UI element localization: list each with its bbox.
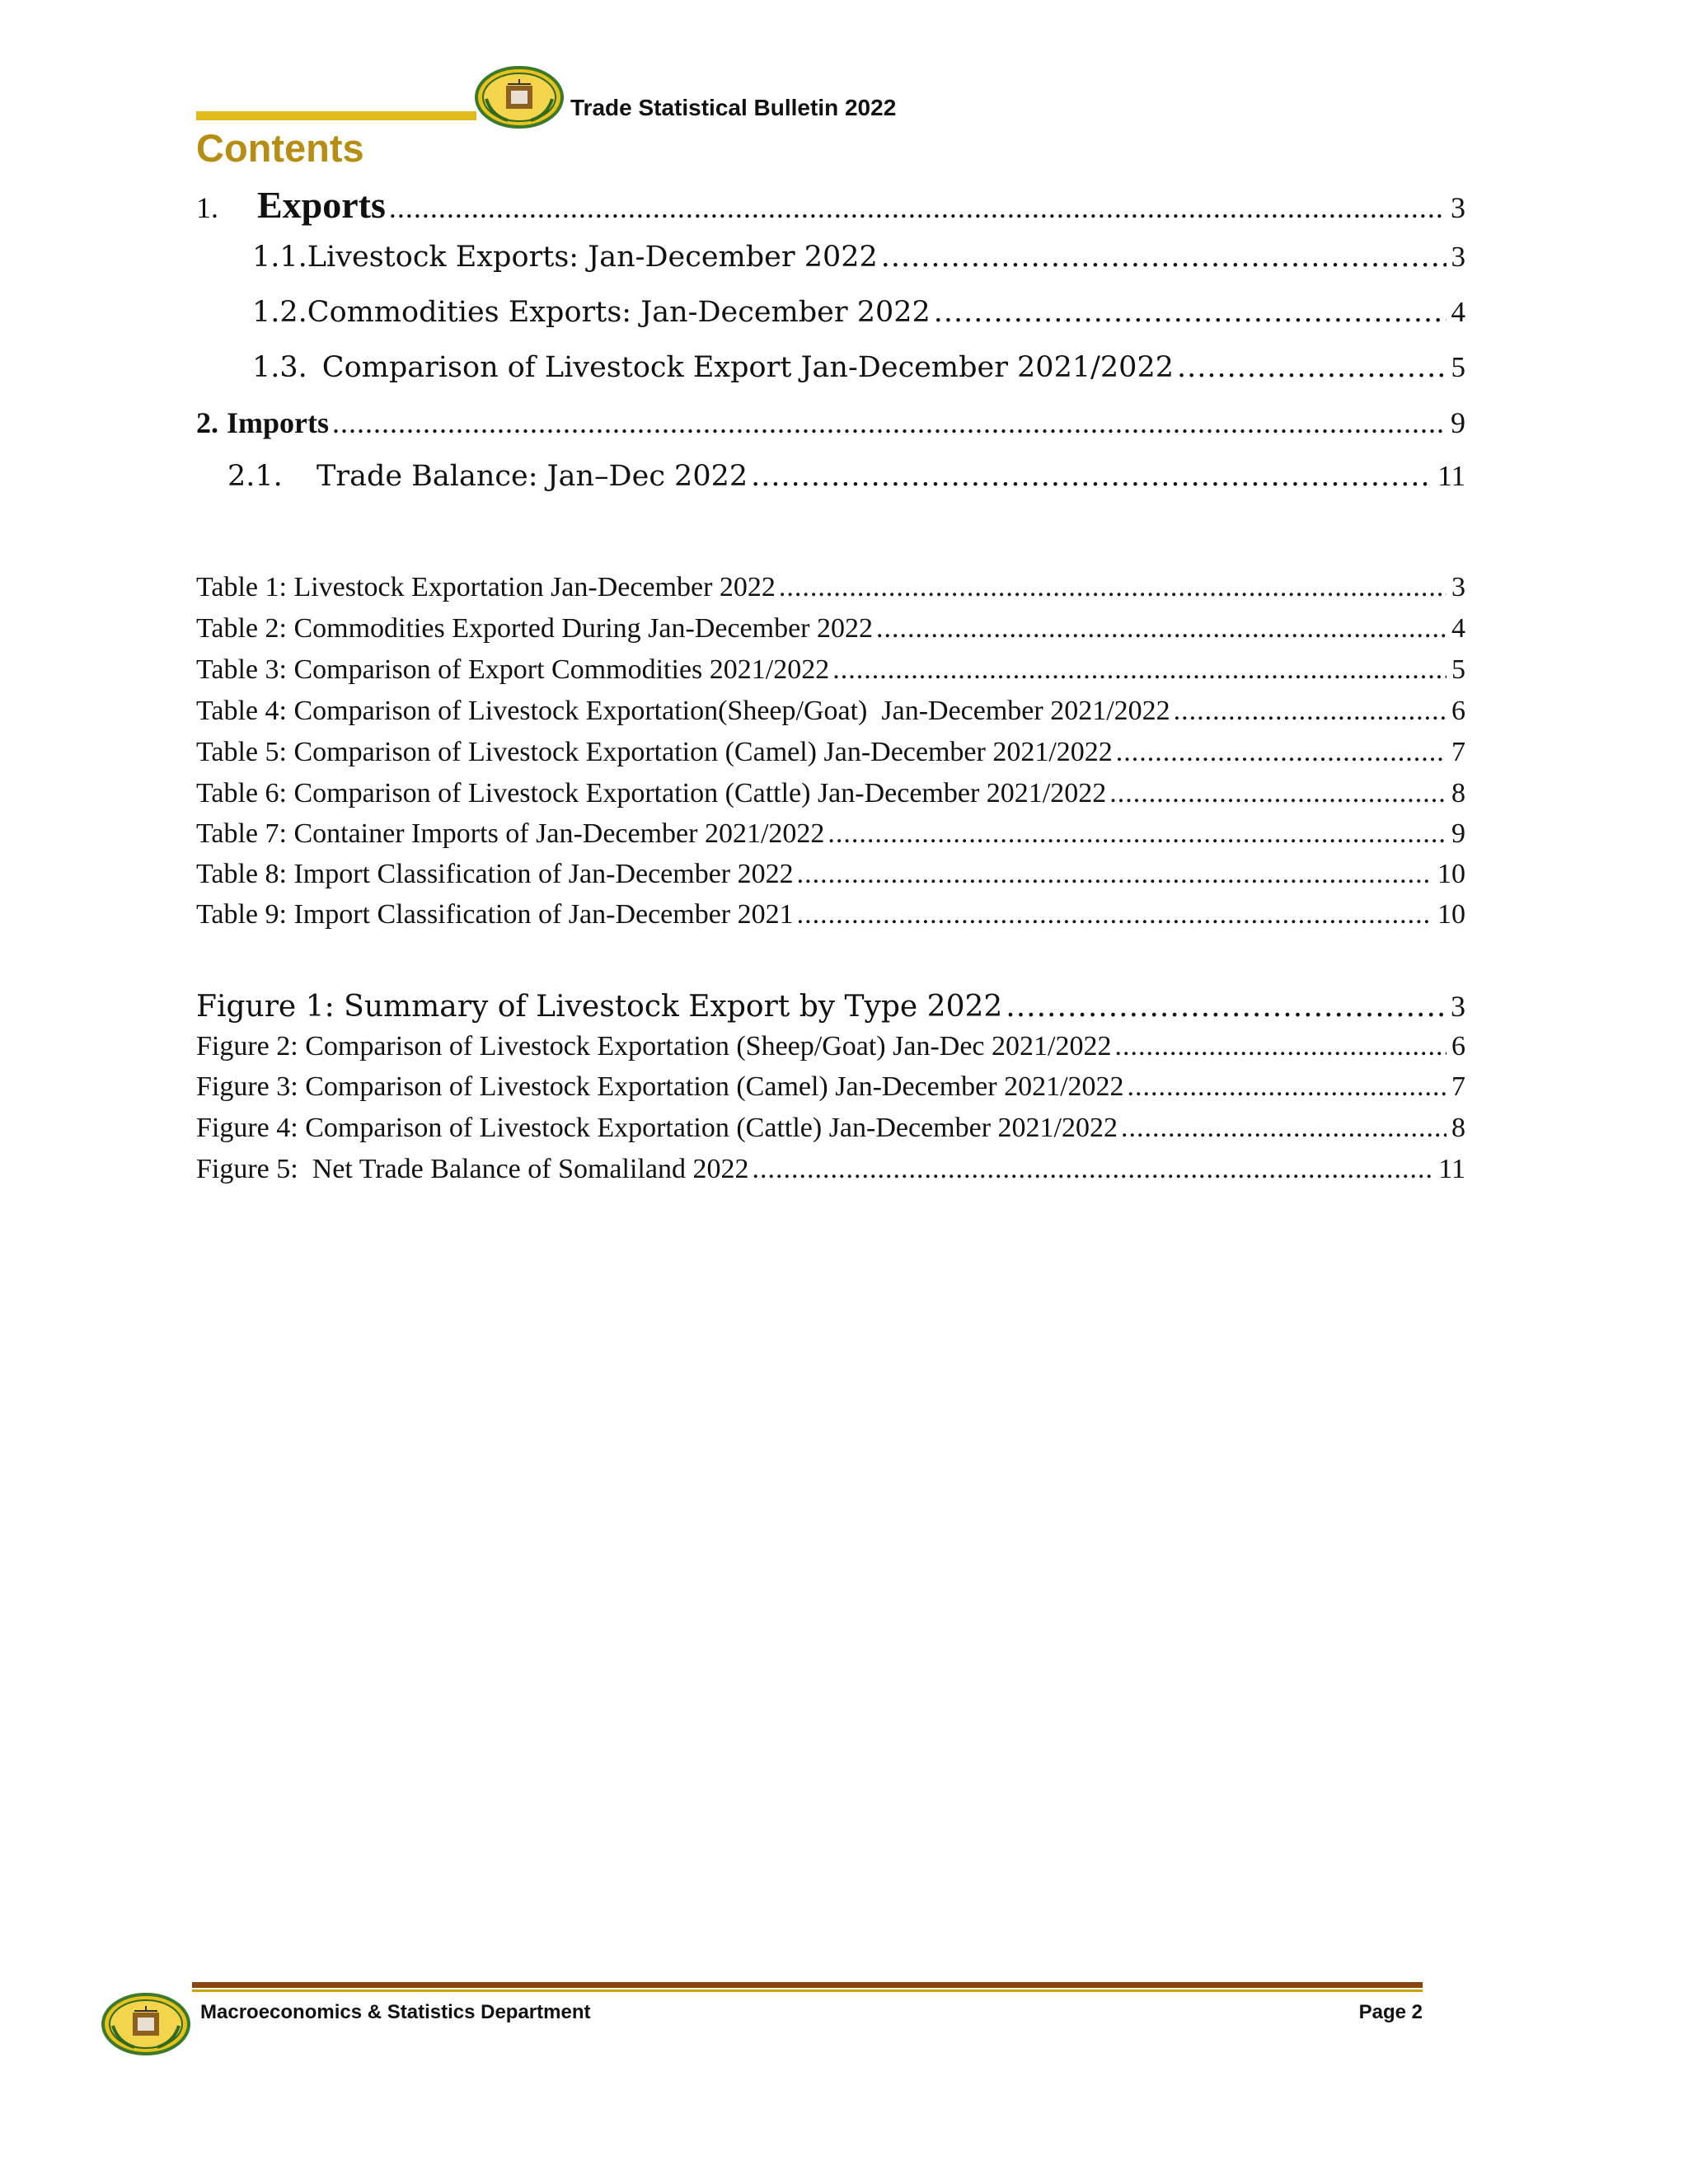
leader-dots xyxy=(828,818,1447,850)
table-label: Table 4: Comparison of Livestock Exportation(Sheep/Goat) Jan-December 2021/2022 xyxy=(196,696,1170,726)
toc-number: 2. xyxy=(196,406,218,439)
table-page: 6 xyxy=(1451,696,1465,726)
figure-label: Figure 2: Comparison of Livestock Exportation (Sheep/Goat) Jan-Dec 2021/2022 xyxy=(196,1031,1112,1062)
toc-number: 1.3. xyxy=(252,351,307,384)
figure-entry[interactable] xyxy=(196,1071,1465,1103)
toc-entry-livestock-comparison[interactable] xyxy=(252,351,1465,384)
toc-entry-commodities-exports[interactable] xyxy=(252,296,1465,329)
table-page: 5 xyxy=(1451,654,1465,685)
toc-page: 4 xyxy=(1451,296,1465,328)
table-label: Table 3: Comparison of Export Commodities 2021/2022 xyxy=(196,654,830,685)
leader-dots xyxy=(1128,1071,1447,1103)
table-entry[interactable] xyxy=(196,613,1465,644)
footer-department: Macroeconomics & Statistics Department xyxy=(200,2001,591,2023)
leader-dots xyxy=(1109,778,1447,809)
toc-label: Exports xyxy=(257,184,386,226)
leader-dots xyxy=(751,460,1432,493)
toc-page: 3 xyxy=(1451,191,1465,224)
table-page: 3 xyxy=(1451,572,1465,602)
toc-page: 11 xyxy=(1437,460,1465,492)
coat-of-arms-icon xyxy=(475,66,564,129)
table-page: 7 xyxy=(1451,737,1465,767)
coat-of-arms-icon xyxy=(101,1993,190,2055)
table-label: Table 7: Container Imports of Jan-December 2021/2022 xyxy=(196,818,825,849)
table-label: Table 1: Livestock Exportation Jan-December 2022 xyxy=(196,572,776,602)
leader-dots xyxy=(389,190,1446,225)
leader-dots xyxy=(797,899,1432,930)
table-label: Table 6: Comparison of Livestock Exportation (Cattle) Jan-December 2021/2022 xyxy=(196,778,1107,808)
leader-dots xyxy=(1177,351,1447,384)
table-entry[interactable] xyxy=(196,572,1465,603)
figure-entry[interactable] xyxy=(196,1154,1465,1185)
leader-dots xyxy=(752,1154,1433,1185)
toc-page: 9 xyxy=(1451,406,1465,439)
leader-dots xyxy=(1006,990,1446,1024)
table-label: Table 9: Import Classification of Jan-December 2021 xyxy=(196,899,794,930)
contents-heading: Contents xyxy=(196,126,364,170)
figure-page: 3 xyxy=(1451,990,1465,1023)
toc-number: 1.2. xyxy=(252,296,307,329)
table-page: 9 xyxy=(1451,818,1465,849)
figure-page: 8 xyxy=(1451,1113,1465,1143)
table-label: Table 5: Comparison of Livestock Exportation (Camel) Jan-December 2021/2022 xyxy=(196,737,1113,767)
table-page: 4 xyxy=(1451,613,1465,644)
figure-page: 11 xyxy=(1438,1154,1465,1184)
leader-dots xyxy=(797,859,1432,890)
leader-dots xyxy=(332,405,1446,440)
toc-label: Comparison of Livestock Export Jan-December 2021/2022 xyxy=(321,351,1174,384)
table-page: 10 xyxy=(1437,859,1465,889)
figure-entry[interactable] xyxy=(196,1113,1465,1144)
figure-label: Figure 3: Comparison of Livestock Exportation (Camel) Jan-December 2021/2022 xyxy=(196,1071,1124,1102)
table-entry[interactable] xyxy=(196,818,1465,850)
leader-dots xyxy=(934,296,1447,329)
table-page: 10 xyxy=(1437,899,1465,930)
table-entry[interactable] xyxy=(196,654,1465,686)
table-entry[interactable] xyxy=(196,696,1465,727)
toc-entry-trade-balance[interactable] xyxy=(227,460,1465,493)
toc-label: Livestock Exports: Jan-December 2022 xyxy=(307,241,878,274)
footer-rule-accent xyxy=(192,1990,1423,1992)
toc-number: 1.1. xyxy=(252,241,307,274)
figure-label: Figure 5: Net Trade Balance of Somaliland 2022 xyxy=(196,1154,749,1184)
table-entry[interactable] xyxy=(196,859,1465,890)
footer-rule xyxy=(192,1982,1423,1988)
leader-dots xyxy=(832,654,1447,686)
figure-page: 7 xyxy=(1451,1071,1465,1102)
figure-entry[interactable] xyxy=(196,1031,1465,1062)
footer-page-number: Page 2 xyxy=(1358,2001,1423,2023)
toc-entry-exports[interactable] xyxy=(196,183,1465,227)
table-entry[interactable] xyxy=(196,778,1465,809)
toc-label: Imports xyxy=(227,406,329,439)
toc-page: 3 xyxy=(1451,241,1465,273)
leader-dots xyxy=(881,241,1447,274)
leader-dots xyxy=(779,572,1447,603)
bulletin-title: Trade Statistical Bulletin 2022 xyxy=(570,95,897,120)
leader-dots xyxy=(1174,696,1447,727)
leader-dots xyxy=(1116,737,1447,768)
leader-dots xyxy=(1114,1031,1447,1062)
toc-label: Trade Balance: Jan–Dec 2022 xyxy=(316,460,748,493)
table-label: Table 8: Import Classification of Jan-December 2022 xyxy=(196,859,794,889)
table-entry[interactable] xyxy=(196,737,1465,768)
toc-number: 2.1. xyxy=(227,460,283,493)
figure-page: 6 xyxy=(1451,1031,1465,1062)
toc-number: 1. xyxy=(196,191,218,224)
toc-entry-imports[interactable] xyxy=(196,405,1465,440)
header-accent-bar xyxy=(196,111,476,120)
table-entry[interactable] xyxy=(196,899,1465,930)
figure-label: Figure 1: Summary of Livestock Export by Type 2022 xyxy=(196,990,1003,1024)
leader-dots xyxy=(1121,1113,1447,1144)
toc-label: Commodities Exports: Jan-December 2022 xyxy=(307,296,931,329)
figure-label: Figure 4: Comparison of Livestock Exportation (Cattle) Jan-December 2021/2022 xyxy=(196,1113,1118,1143)
table-label: Table 2: Commodities Exported During Jan-December 2022 xyxy=(196,613,873,644)
toc-entry-livestock-exports[interactable] xyxy=(252,241,1465,274)
table-page: 8 xyxy=(1451,778,1465,808)
toc-page: 5 xyxy=(1451,351,1465,383)
figure-entry[interactable] xyxy=(196,989,1465,1024)
leader-dots xyxy=(876,613,1447,644)
